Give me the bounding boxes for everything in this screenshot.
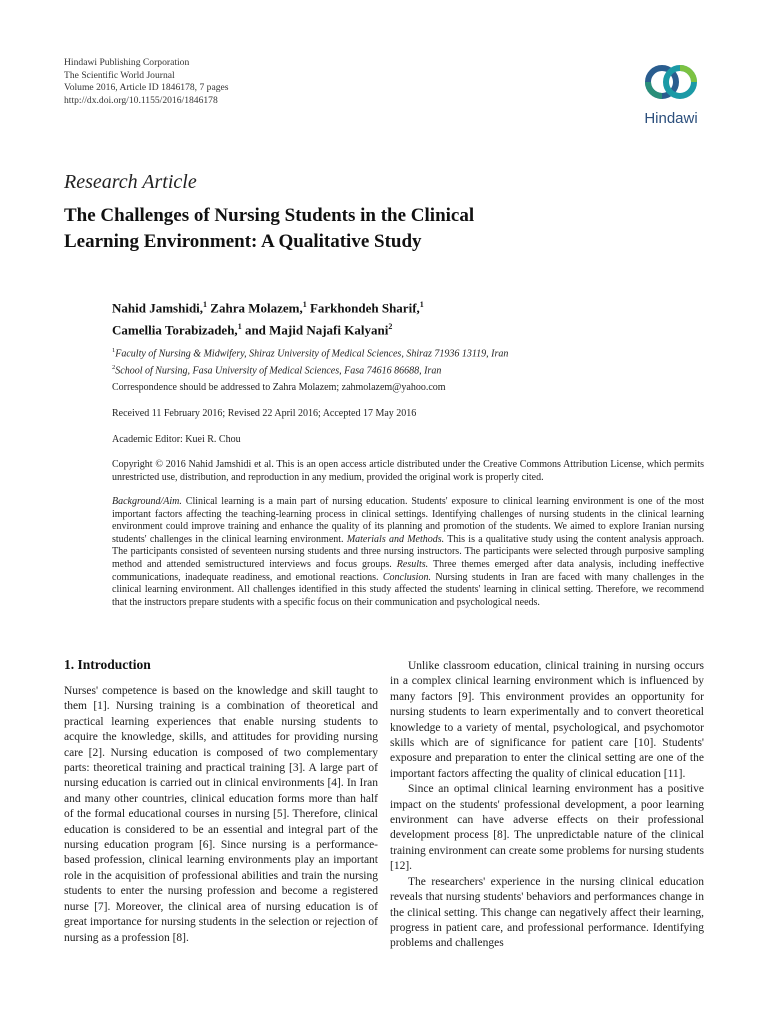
abstract-conclusion-text: Nursing students in Iran are faced with many challenges in the clinical learning environment. All challenges identified in this study affected the students' learning in clinical setting. Therefore, we recommend that the instructors prepare students with a specific focus on their communication and psychological needs. [112,571,704,608]
abstract [112,496,704,609]
abstract-bg-label: Background/Aim. [112,496,182,507]
abstract-methods-label: Materials and Methods. [346,533,445,545]
article-dates: Received 11 February 2016; Revised 22 April 2016; Accepted 17 May 2016 [112,408,417,419]
correspondence: Correspondence should be addressed to Zahra Molazem; zahmolazem@yahoo.com [112,382,446,393]
author-line-2 [112,317,612,339]
body-column-right [390,659,704,952]
title-line-1: The Challenges of Nursing Students in the Clinical [64,205,475,226]
affiliation-2: $^2$School of Nursing, Fasa University of Medical Sciences, Fasa 74616 86688, Iran [112,364,442,377]
abstract-results-text: Three themes emerged after data analysis, including ineffective communications, inadequate readiness, and emotional reactions. [112,558,704,583]
paragraph: The researchers' experience in the nursing clinical education reveals that nursing students' behaviors and performances change in the clinical setting. This change can negatively affect their learning, progress in patient care, and professional performance. Identifying problems and challenges [390,875,704,950]
affiliations [112,344,712,379]
journal-name: The Scientific World Journal [64,69,175,81]
academic-editor: Academic Editor: Kuei R. Chou [112,434,241,445]
author-affil-mark: 1 [419,300,424,309]
hindawi-logo [635,58,707,128]
affiliation-1: $^1$Faculty of Nursing & Midwifery, Shiraz University of Medical Sciences, Shiraz 71936 13119, Iran [112,347,509,360]
abstract-conclusion-label: Conclusion. [382,571,431,583]
volume-info: Volume 2016, Article ID 1846178, 7 pages [64,82,229,94]
hindawi-logo-icon [642,58,700,106]
logo-wordmark: Hindawi [644,110,698,127]
paragraph: Nurses' competence is based on the knowledge and skill taught to them [1]. Nursing training is a combination of theoretical and practical learning experiences that enable nursing students to acquire the knowledge, skills, and attitudes for providing nursing care [2]. Nursing education is composed of two complementary parts: theoretical training and practical training [3]. A large part of nursing education is carried out in clinical environments [4]. In Iran and many other countries, clinical education forms more than half of the formal educational courses in nursing [5]. Therefore, clinical education is considered to be an essential and integral part of the nursing education program [6]. Since nursing is a performance-based profession, clinical learning environments play an important role in the acquisition of professional abilities and train the nursing students to enter the nursing profession and become a registered nurse [7]. Moreover, the clinical area of nursing education is of great importance for nursing students in the selection or rejection of nursing as a profession [8]. [64,685,378,944]
body-column-left [64,684,378,946]
author-name: Zahra Molazem, [210,300,303,316]
author-name: Farkhondeh Sharif, [309,300,420,316]
publication-info [64,57,229,107]
author-affil-mark: 1 [237,322,242,332]
title-line-2: Learning Environment: A Qualitative Study [64,230,422,252]
author-line-1 [112,295,612,317]
author-list [112,295,612,340]
article-title [64,203,624,254]
section-heading: 1. Introduction [64,657,151,672]
paragraph: Since an optimal clinical learning environment has a positive impact on the students' professional development, a poor learning environment can have adverse effects on their professional development process [8]. The unpredictable nature of the clinical training environment can create some problems for nursing students [12]. [390,783,704,873]
author-name: and Majid Najafi Kalyani [244,322,389,338]
author-affil-mark: 2 [388,322,393,332]
author-name: Camellia Torabizadeh, [112,322,238,338]
abstract-results-label: Results. [396,558,429,570]
publisher-name: Hindawi Publishing Corporation [64,57,190,68]
author-affil-mark: 1 [203,300,208,309]
author-name: Nahid Jamshidi, [112,300,204,316]
author-affil-mark: 1 [302,300,307,309]
copyright-notice: Copyright © 2016 Nahid Jamshidi et al. This is an open access article distributed under the Creative Commons Attribution License, which permits unrestricted use, distribution, and reproduction in any medium, provided the original work is properly cited. [112,459,704,483]
paragraph: Unlike classroom education, clinical training in nursing occurs in a complex clinical learning environment which is influenced by many factors [9]. This environment provides an opportunity for nursing students to learn experimentally and to convert theoretical knowledge to a variety of mental, psychological, and psychomotor skills which are of significance for patient care [10]. Students' exposure and preparation to enter the clinical setting are one of the important factors affecting the quality of clinical education [11]. [390,660,704,780]
doi-link[interactable]: http://dx.doi.org/10.1155/2016/1846178 [64,94,218,106]
abstract-methods-text: This is a qualitative study using the content analysis approach. The participants consisted of seventeen nursing students and three nursing instructors. The participants were selected through purposive sampling method and attended semistructured interviews and focus groups. [112,533,705,570]
article-type: Research Article [64,171,197,193]
abstract-bg-text: Clinical learning is a main part of nursing education. Students' exposure to clinical learning environment is one of the most important factors affecting the teaching-learning process in clinical settings. Identifying challenges of nursing students in the clinical learning environment could improve training and enhance the quality of its planning and promotion of the students. We aimed to explore Iranian nursing students' challenges in the clinical learning environment. [112,496,704,545]
